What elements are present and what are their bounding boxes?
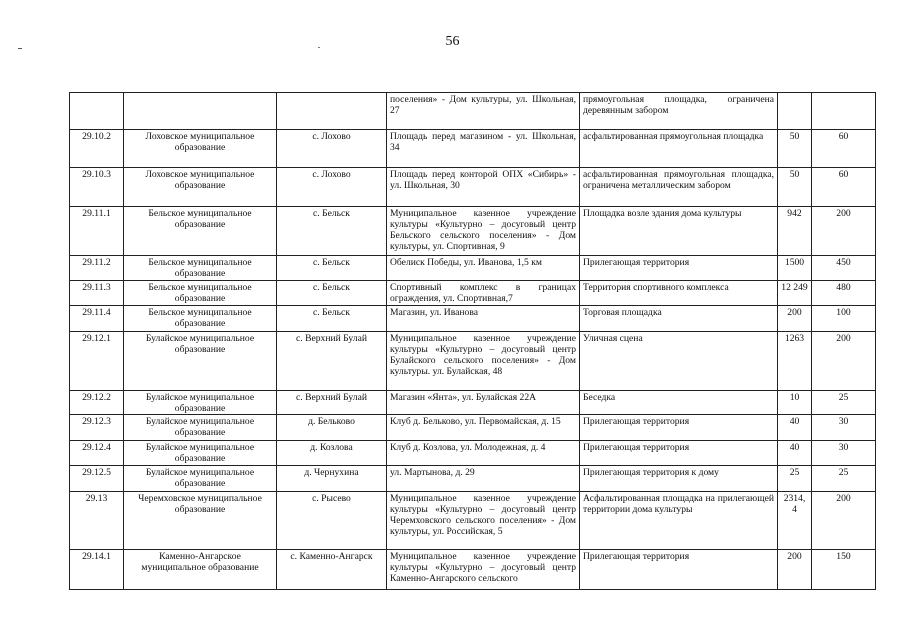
description-cell: прямоугольная площадка, ограничена деревянным забором xyxy=(580,93,778,130)
area-cell: 200 xyxy=(778,306,812,332)
address-cell: Муниципальное казенное учреждение культуры «Культурно – досуговый центр Черемховского сельского поселения» - Дом культуры, ул. Российская, 5 xyxy=(387,492,580,550)
row-number-cell: 29.10.2 xyxy=(70,130,124,168)
capacity-cell: 150 xyxy=(812,550,876,590)
table-row xyxy=(70,415,876,441)
description-cell: Беседка xyxy=(580,391,778,415)
settlement-cell: д. Козлова xyxy=(277,441,387,466)
row-number-cell: 29.11.4 xyxy=(70,306,124,332)
capacity-cell: 25 xyxy=(812,391,876,415)
municipality-cell: Бельское муниципальное образование xyxy=(124,281,277,306)
address-cell: Обелиск Победы, ул. Иванова, 1,5 км xyxy=(387,256,580,281)
row-number-cell: 29.12.2 xyxy=(70,391,124,415)
address-cell: ул. Мартынова, д. 29 xyxy=(387,466,580,492)
row-number-cell: 29.14.1 xyxy=(70,550,124,590)
area-cell: 50 xyxy=(778,168,812,207)
area-cell: 1263 xyxy=(778,332,812,391)
row-number-cell: 29.11.1 xyxy=(70,207,124,256)
page-number: 56 xyxy=(445,34,460,49)
table-row xyxy=(70,550,876,590)
settlement-cell: с. Каменно-Ангарск xyxy=(277,550,387,590)
table-row xyxy=(70,256,876,281)
address-cell: Спортивный комплекс в границах ограждения, ул. Спортивная,7 xyxy=(387,281,580,306)
capacity-cell: 100 xyxy=(812,306,876,332)
table-row xyxy=(70,207,876,256)
address-cell: Клуб д. Бельково, ул. Первомайская, д. 15 xyxy=(387,415,580,441)
settlement-cell: с. Лохово xyxy=(277,130,387,168)
area-cell xyxy=(778,93,812,130)
municipality-cell: Булайское муниципальное образование xyxy=(124,332,277,391)
settlement-cell: д. Чернухина xyxy=(277,466,387,492)
description-cell: Прилегающая территория xyxy=(580,256,778,281)
address-cell: Площадь перед конторой ОПХ «Сибирь» - ул. Школьная, 30 xyxy=(387,168,580,207)
municipality-cell: Бельское муниципальное образование xyxy=(124,306,277,332)
municipality-cell xyxy=(124,93,277,130)
row-number-cell: 29.12.3 xyxy=(70,415,124,441)
row-number-cell: 29.11.2 xyxy=(70,256,124,281)
capacity-cell xyxy=(812,93,876,130)
capacity-cell: 480 xyxy=(812,281,876,306)
capacity-cell: 200 xyxy=(812,332,876,391)
table-row xyxy=(70,168,876,207)
municipality-cell: Булайское муниципальное образование xyxy=(124,466,277,492)
municipality-cell: Бельское муниципальное образование xyxy=(124,256,277,281)
table-row xyxy=(70,281,876,306)
table-row xyxy=(70,492,876,550)
row-number-cell: 29.13 xyxy=(70,492,124,550)
capacity-cell: 30 xyxy=(812,441,876,466)
settlement-cell: с. Бельск xyxy=(277,306,387,332)
area-cell: 942 xyxy=(778,207,812,256)
table-row xyxy=(70,130,876,168)
row-number-cell: 29.12.4 xyxy=(70,441,124,466)
area-cell: 40 xyxy=(778,415,812,441)
settlement-cell: с. Верхний Булай xyxy=(277,391,387,415)
capacity-cell: 60 xyxy=(812,168,876,207)
municipality-cell: Лоховское муниципальное образование xyxy=(124,168,277,207)
row-number-cell xyxy=(70,93,124,130)
capacity-cell: 200 xyxy=(812,207,876,256)
description-cell: Прилегающая территория xyxy=(580,441,778,466)
area-cell: 25 xyxy=(778,466,812,492)
description-cell: асфальтированная прямоугольная площадка xyxy=(580,130,778,168)
row-number-cell: 29.10.3 xyxy=(70,168,124,207)
municipality-cell: Каменно-Ангарское муниципальное образование xyxy=(124,550,277,590)
capacity-cell: 200 xyxy=(812,492,876,550)
description-cell: Асфальтированная площадка на прилегающей территории дома культуры xyxy=(580,492,778,550)
row-number-cell: 29.11.3 xyxy=(70,281,124,306)
description-cell: Прилегающая территория xyxy=(580,415,778,441)
description-cell: асфальтированная прямоугольная площадка, ограничена металлическим забором xyxy=(580,168,778,207)
settlement-cell: д. Бельково xyxy=(277,415,387,441)
settlement-cell xyxy=(277,93,387,130)
address-cell: Магазин, ул. Иванова xyxy=(387,306,580,332)
municipality-cell: Лоховское муниципальное образование xyxy=(124,130,277,168)
capacity-cell: 30 xyxy=(812,415,876,441)
scan-mark xyxy=(18,48,22,49)
area-cell: 40 xyxy=(778,441,812,466)
capacity-cell: 25 xyxy=(812,466,876,492)
address-cell: Муниципальное казенное учреждение культуры «Культурно – досуговый центр Бельского сельского поселения» - Дом культуры, ул. Спортивная, 9 xyxy=(387,207,580,256)
area-cell: 1500 xyxy=(778,256,812,281)
venues-table xyxy=(69,92,876,590)
description-cell: Площадка возле здания дома культуры xyxy=(580,207,778,256)
area-cell: 10 xyxy=(778,391,812,415)
area-cell: 12 249 xyxy=(778,281,812,306)
description-cell: Прилегающая территория xyxy=(580,550,778,590)
row-number-cell: 29.12.5 xyxy=(70,466,124,492)
area-cell: 200 xyxy=(778,550,812,590)
settlement-cell: с. Верхний Булай xyxy=(277,332,387,391)
scan-mark xyxy=(318,47,320,48)
area-cell: 2314, 4 xyxy=(778,492,812,550)
row-number-cell: 29.12.1 xyxy=(70,332,124,391)
description-cell: Уличная сцена xyxy=(580,332,778,391)
description-cell: Прилегающая территория к дому xyxy=(580,466,778,492)
settlement-cell: с. Бельск xyxy=(277,207,387,256)
table-body xyxy=(70,93,876,590)
municipality-cell: Бельское муниципальное образование xyxy=(124,207,277,256)
municipality-cell: Булайское муниципальное образование xyxy=(124,441,277,466)
settlement-cell: с. Рысево xyxy=(277,492,387,550)
settlement-cell: с. Лохово xyxy=(277,168,387,207)
address-cell: Муниципальное казенное учреждение культуры «Культурно – досуговый центр Булайского сельского поселения» - Дом культуры. ул. Булайская, 48 xyxy=(387,332,580,391)
table-row xyxy=(70,93,876,130)
table-row xyxy=(70,332,876,391)
address-cell: поселения» - Дом культуры, ул. Школьная, 27 xyxy=(387,93,580,130)
capacity-cell: 450 xyxy=(812,256,876,281)
table-row xyxy=(70,466,876,492)
municipality-cell: Черемховское муниципальное образование xyxy=(124,492,277,550)
address-cell: Площадь перед магазином - ул. Школьная, 34 xyxy=(387,130,580,168)
settlement-cell: с. Бельск xyxy=(277,281,387,306)
area-cell: 50 xyxy=(778,130,812,168)
settlement-cell: с. Бельск xyxy=(277,256,387,281)
capacity-cell: 60 xyxy=(812,130,876,168)
address-cell: Магазин «Янта», ул. Булайская 22А xyxy=(387,391,580,415)
description-cell: Территория спортивного комплекса xyxy=(580,281,778,306)
table-row xyxy=(70,391,876,415)
table-row xyxy=(70,441,876,466)
municipality-cell: Булайское муниципальное образование xyxy=(124,391,277,415)
address-cell: Муниципальное казенное учреждение культуры «Культурно – досуговый центр Каменно-Ангарского сельского xyxy=(387,550,580,590)
description-cell: Торговая площадка xyxy=(580,306,778,332)
municipality-cell: Булайское муниципальное образование xyxy=(124,415,277,441)
table-row xyxy=(70,306,876,332)
address-cell: Клуб д. Козлова, ул. Молодежная, д. 4 xyxy=(387,441,580,466)
